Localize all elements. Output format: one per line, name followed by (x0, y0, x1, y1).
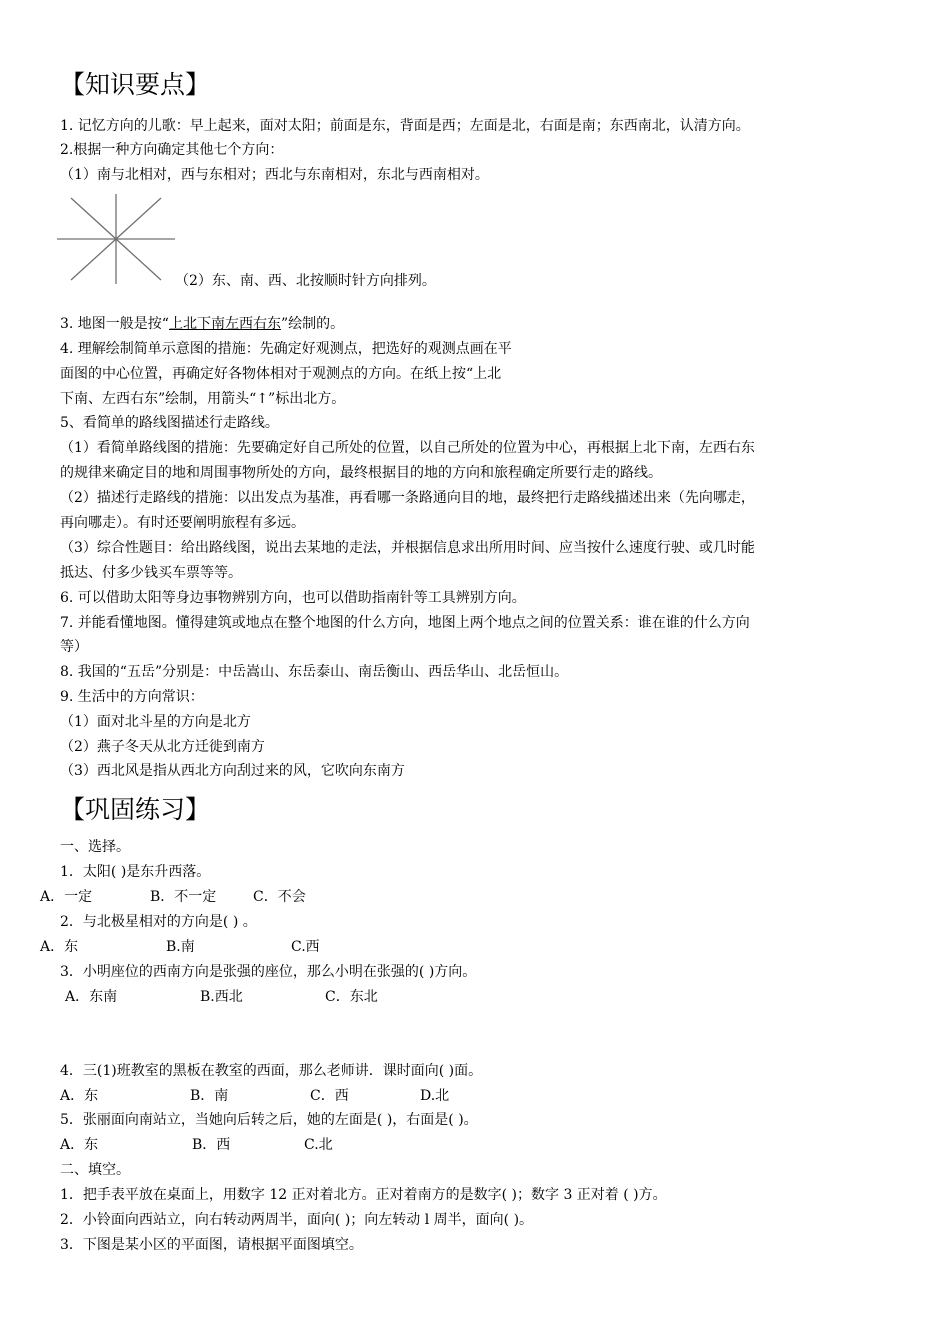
question-4-option-c: C．西 (310, 1088, 349, 1104)
knowledge-point-5-3-line-2: 抵达、付多少钱买车票等等。 (60, 565, 242, 581)
knowledge-point-5-2-line-1: （2）描述行走路线的措施：以出发点为基准，再看哪一条路通向目的地，最终把行走路线描述出来（先向哪走， (60, 490, 755, 506)
question-2-option-a: A．东 (40, 939, 79, 955)
question-5-option-c: C.北 (304, 1137, 333, 1153)
knowledge-point-1: 1. 记忆方向的儿歌：早上起来，面对太阳；前面是东，背面是西；左面是北，右面是南；东西南北，认清方向。 (60, 118, 750, 134)
fill-question-1: 1．把手表平放在桌面上，用数字 12 正对着北方。正对着南方的是数字( )；数字 3 正对着 ( )方。 (60, 1187, 667, 1203)
question-5-option-a: A．东 (60, 1137, 99, 1153)
knowledge-point-5-1-line-2: 的规律来确定目的地和周围事物所处的方向，最终根据目的地的方向和旅程确定所要行走的路线。 (60, 465, 662, 481)
question-4-option-a: A．东 (60, 1088, 99, 1104)
knowledge-point-5: 5、看简单的路线图描述行走路线。 (60, 415, 279, 431)
section-fill-title: 二、填空。 (60, 1162, 130, 1178)
question-4: 4．三(1)班教室的黑板在教室的西面，那么老师讲．课时面向( )面。 (60, 1063, 483, 1079)
knowledge-point-4-line-2: 面图的中心位置，再确定好各物体相对于观测点的方向。在纸上按“上北 (60, 366, 502, 382)
point-3-suffix: ”绘制的。 (280, 316, 345, 332)
section-choice-title: 一、选择。 (60, 839, 130, 855)
knowledge-point-9-3: （3）西北风是指从西北方向刮过来的风，它吹向东南方 (60, 763, 405, 779)
knowledge-point-5-1-line-1: （1）看简单路线图的措施：先要确定好自己所处的位置，以自己所处的位置为中心，再根据上北下南，左西右东 (60, 440, 755, 456)
knowledge-point-9-1: （1）面对北斗星的方向是北方 (60, 714, 251, 730)
knowledge-point-3 (60, 315, 344, 333)
eight-direction-compass-diagram (57, 194, 177, 284)
question-2: 2．与北极星相对的方向是( ) 。 (60, 914, 257, 930)
knowledge-point-6: 6. 可以借助太阳等身边事物辨别方向，也可以借助指南针等工具辨别方向。 (60, 590, 526, 606)
knowledge-point-8: 8. 我国的“五岳”分别是：中岳嵩山、东岳泰山、南岳衡山、西岳华山、北岳恒山。 (60, 664, 569, 680)
knowledge-point-2-1: （1）南与北相对，西与东相对；西北与东南相对，东北与西南相对。 (60, 167, 489, 183)
question-3-option-b: B.西北 (200, 989, 243, 1005)
point-3-prefix: 3. 地图一般是按“ (60, 316, 169, 332)
knowledge-point-2-2: （2）东、南、西、北按顺时针方向排列。 (175, 273, 436, 289)
knowledge-point-4-line-1: 4. 理解绘制简单示意图的措施：先确定好观测点，把选好的观测点画在平 (60, 341, 512, 357)
question-5: 5．张丽面向南站立，当她向后转之后，她的左面是( )，右面是( )。 (60, 1112, 478, 1128)
point-3-underlined-rule: 上北下南左西右东 (168, 316, 281, 332)
knowledge-point-7-line-1: 7. 并能看懂地图。懂得建筑或地点在整个地图的什么方向，地图上两个地点之间的位置关系：谁在谁的什么方向 (60, 615, 750, 631)
knowledge-point-7-line-2: 等） (60, 639, 88, 655)
knowledge-point-9: 9. 生活中的方向常识： (60, 689, 204, 705)
knowledge-point-5-2-line-2: 再向哪走）。有时还要阐明旅程有多远。 (60, 515, 305, 531)
fill-question-3: 3．下图是某小区的平面图，请根据平面图填空。 (60, 1237, 363, 1253)
knowledge-point-2: 2.根据一种方向确定其他七个方向： (60, 142, 284, 158)
question-3-option-a: A．东南 (65, 989, 118, 1005)
question-1: 1．太阳( )是东升西落。 (60, 864, 211, 880)
knowledge-point-4-line-3: 下南、左西右东”绘制，用箭头“↑”标出北方。 (60, 391, 346, 407)
practice-heading: 【巩固练习】 (60, 795, 211, 824)
question-2-option-b: B.南 (166, 939, 195, 955)
question-2-option-c: C.西 (291, 939, 320, 955)
knowledge-heading: 【知识要点】 (60, 70, 211, 99)
question-1-option-b: B．不一定 (150, 889, 217, 905)
fill-question-2: 2．小铃面向西站立，向右转动两周半，面向( )；向左转动 l 周半，面向( )。 (60, 1212, 534, 1228)
question-1-option-a: A．一定 (40, 889, 93, 905)
question-4-option-d: D.北 (420, 1088, 450, 1104)
question-3: 3．小明座位的西南方向是张强的座位，那么小明在张强的( )方向。 (60, 964, 477, 980)
question-3-option-c: C．东北 (325, 989, 378, 1005)
question-4-option-b: B．南 (190, 1088, 229, 1104)
question-1-option-c: C．不会 (253, 889, 306, 905)
question-5-option-b: B．西 (192, 1137, 231, 1153)
knowledge-point-9-2: （2）燕子冬天从北方迁徙到南方 (60, 739, 265, 755)
knowledge-point-5-3-line-1: （3）综合性题目：给出路线图，说出去某地的走法，并根据信息求出所用时间、应当按什么速度行驶、或几时能 (60, 540, 755, 556)
